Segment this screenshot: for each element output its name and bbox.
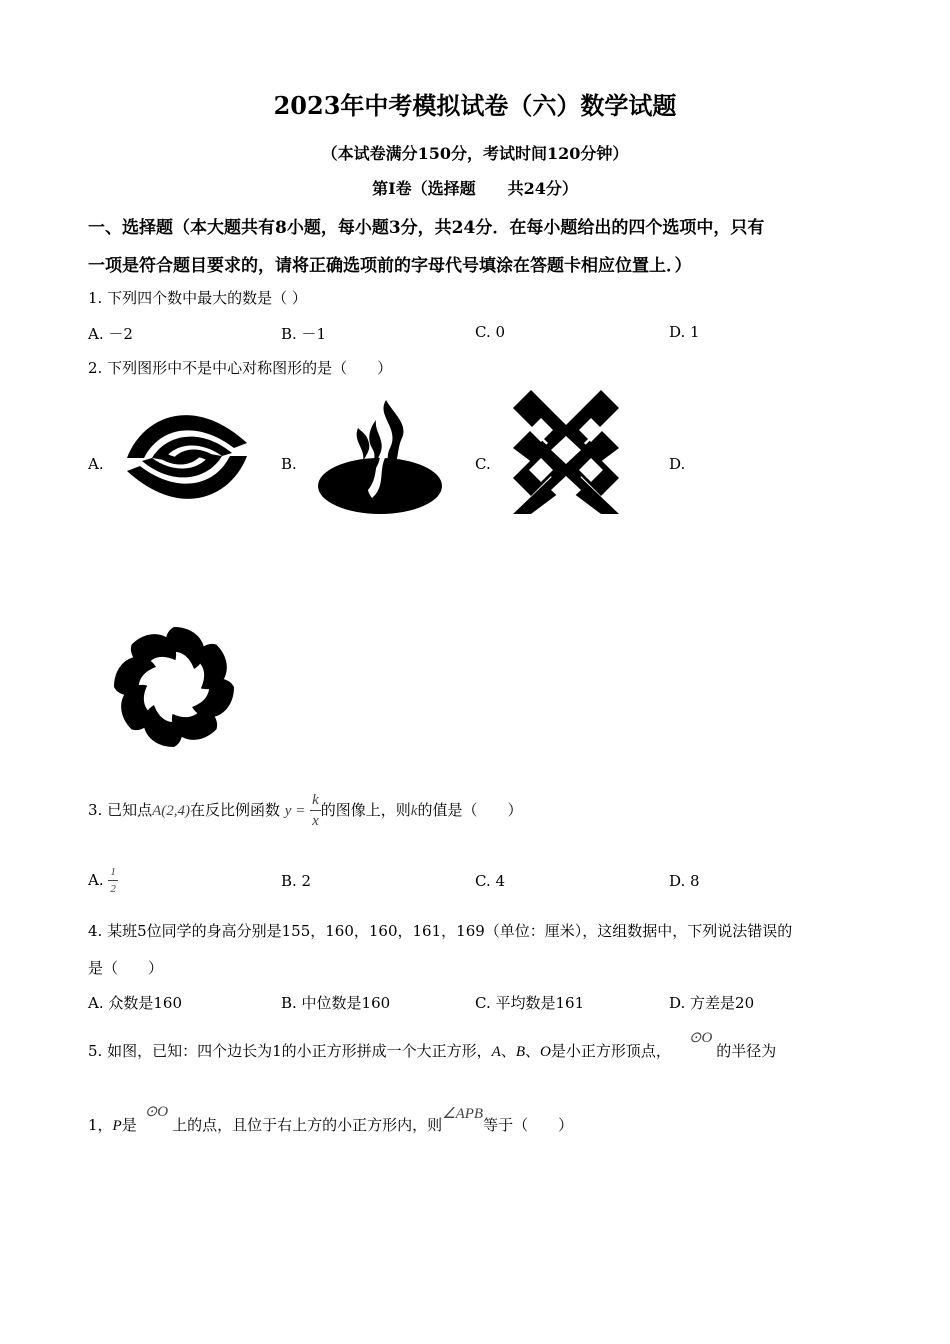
q4-stem-line-2: 是（ ） <box>88 959 164 977</box>
q5-stem-line-1 <box>88 1030 777 1061</box>
q3-option-c: C. 4 <box>475 872 506 890</box>
q3-option-a-numerator: 1 <box>108 867 118 881</box>
q3-mid: 在反比例函数 <box>190 801 281 819</box>
q2-stem: 2. 下列图形中不是中心对称图形的是（ ） <box>88 359 393 377</box>
q1-option-a: A. －2 <box>88 325 133 343</box>
q2-figure-c-knot-icon <box>511 388 621 516</box>
q5-line2-suffix: 等于（ ） <box>483 1116 574 1134</box>
q5-point-a: A <box>491 1044 501 1060</box>
q5-stem-line-2 <box>88 1104 574 1135</box>
q3-function-fraction <box>310 793 321 829</box>
q5-sep-1: 、 <box>500 1042 516 1060</box>
q5-line2-mid: 上的点，且位于右上方的小正方形内，则 <box>172 1116 443 1134</box>
q3-option-a-fraction <box>108 867 118 895</box>
q3-mid2: 的图像上，则 <box>320 801 411 819</box>
q5-sep-2: 、 <box>525 1042 541 1060</box>
q2-figure-d-pinwheel-icon <box>104 620 244 754</box>
q3-option-a-denominator: 2 <box>110 883 116 895</box>
q5-line2-prefix: 1， <box>88 1116 113 1134</box>
q5-line1-prefix: 5. 如图，已知：四个边长为1的小正方形拼成一个大正方形， <box>88 1042 492 1060</box>
instructions-line-1: 一、选择题（本大题共有8小题，每小题3分，共24分．在每小题给出的四个选项中，只有 <box>88 218 765 238</box>
q5-circle-o-2: ⊙O <box>144 1104 169 1120</box>
q3-suffix: 的值是（ ） <box>417 801 523 819</box>
q1-stem: 1. 下列四个数中最大的数是（ ） <box>88 289 307 307</box>
q3-option-b: B. 2 <box>281 872 312 890</box>
q2-figure-b-flame-icon <box>316 398 444 516</box>
q5-point-o: O <box>540 1044 551 1060</box>
q4-option-a: A. 众数是160 <box>88 994 182 1012</box>
q1-option-b: B. －1 <box>281 325 327 343</box>
q4-option-c: C. 平均数是161 <box>475 994 585 1012</box>
q2-figure-a-swirl-icon <box>122 398 252 516</box>
q5-line2-is: 是 <box>121 1116 137 1134</box>
q2-label-a: A. <box>88 455 104 473</box>
q3-option-d: D. 8 <box>669 872 700 890</box>
q5-line1-suffix: 的半径为 <box>716 1042 777 1060</box>
q5-point-p: P <box>112 1118 122 1134</box>
q1-option-c: C. 0 <box>475 323 506 341</box>
q3-option-a <box>88 858 118 902</box>
q3-func-lhs: y = <box>284 803 306 819</box>
q5-circle-o: ⊙O <box>688 1030 713 1046</box>
q3-option-a-label: A. <box>88 871 104 889</box>
q3-stem <box>88 782 522 839</box>
q4-option-b: B. 中位数是160 <box>281 994 391 1012</box>
page-title: 2023年中考模拟试卷（六）数学试题 <box>273 91 677 120</box>
q5-point-b: B <box>515 1044 525 1060</box>
q4-option-d: D. 方差是20 <box>669 994 755 1012</box>
q3-point-a: A(2,4) <box>152 803 190 819</box>
q3-func-numerator: k <box>310 793 321 811</box>
q4-stem-line-1: 4. 某班5位同学的身高分别是155，160，160，161，169（单位：厘米），这组数据中，下列说法错误的 <box>88 922 793 940</box>
q2-label-c: C. <box>475 455 491 473</box>
q2-label-d: D. <box>669 455 686 473</box>
q3-func-denominator: x <box>312 813 319 829</box>
q3-prefix: 3. 已知点 <box>88 801 153 819</box>
section-title: 第Ⅰ卷（选择题 共24分） <box>372 179 578 198</box>
q2-label-b: B. <box>281 455 297 473</box>
q1-option-d: D. 1 <box>669 323 700 341</box>
exam-info: （本试卷满分150分，考试时间120分钟） <box>321 144 629 163</box>
q3-k: k <box>410 803 418 819</box>
instructions-line-2: 一项是符合题目要求的，请将正确选项前的字母代号填涂在答题卡相应位置上．） <box>88 256 692 276</box>
q5-line1-mid: 是小正方形顶点， <box>550 1042 671 1060</box>
q5-angle-apb: ∠APB <box>442 1106 484 1122</box>
